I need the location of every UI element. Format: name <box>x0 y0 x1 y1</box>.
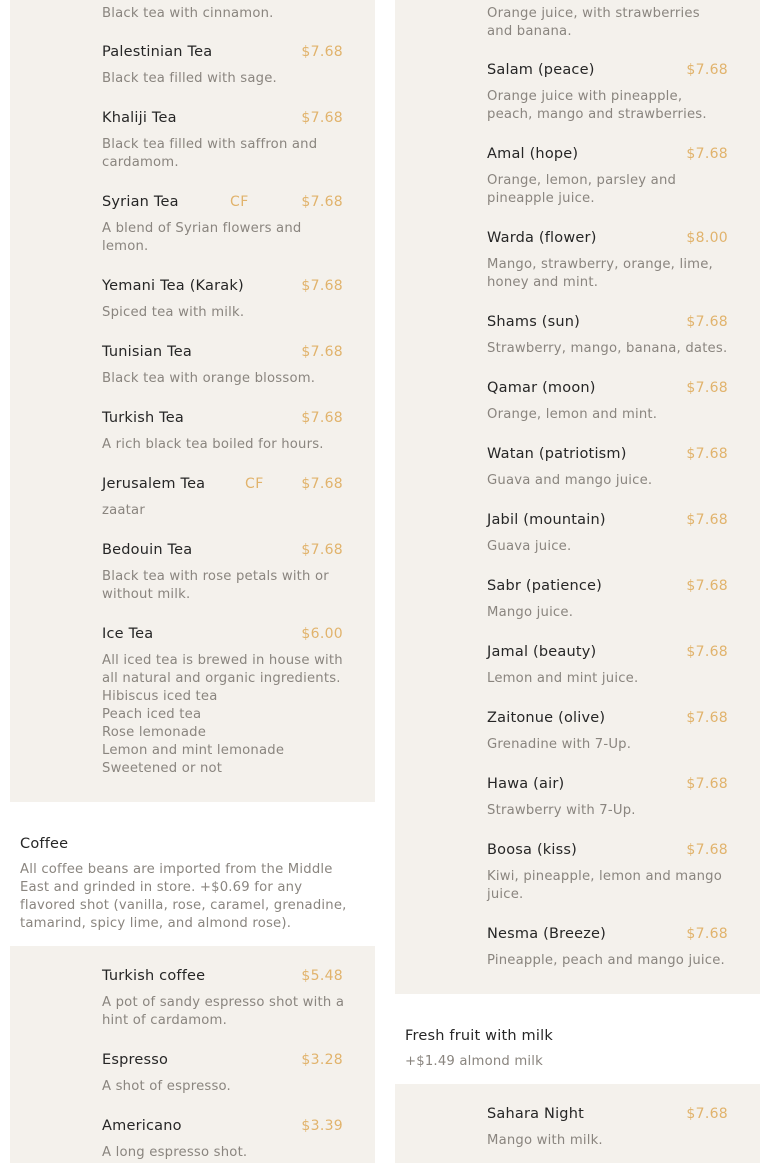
item-price: $7.68 <box>301 476 343 492</box>
menu-item-shams[interactable] <box>487 314 728 356</box>
milk-section-header <box>405 1028 750 1071</box>
item-price: $7.68 <box>686 146 728 162</box>
menu-item-yemani-tea[interactable] <box>102 278 343 320</box>
item-price: $7.68 <box>686 776 728 792</box>
item-price: $8.00 <box>686 230 728 246</box>
item-description: Orange, lemon, parsley and pineapple juice. <box>487 173 677 206</box>
item-description: A shot of espresso. <box>102 1079 231 1094</box>
item-price: $7.68 <box>686 512 728 528</box>
menu-item-syrian-tea[interactable] <box>102 194 343 254</box>
item-price: $3.39 <box>301 1118 343 1134</box>
right-menu-column <box>395 0 760 1148</box>
item-tag: CF <box>245 476 264 492</box>
item-description: Spiced tea with milk. <box>102 305 245 320</box>
menu-item-khaliji-tea[interactable] <box>102 110 343 170</box>
item-name: Zaitonue (olive) <box>487 710 606 726</box>
item-description: A long espresso shot. <box>102 1145 248 1160</box>
menu-item-sahara-night[interactable] <box>487 1106 728 1148</box>
item-description: A pot of sandy espresso shot with a hint of cardamom. <box>102 995 345 1028</box>
item-name: Amal (hope) <box>487 146 579 162</box>
item-price: $3.28 <box>301 1052 343 1068</box>
menu-item-hawa[interactable] <box>487 776 728 818</box>
item-description: A blend of Syrian flowers and lemon. <box>102 221 302 254</box>
item-price: $7.68 <box>686 62 728 78</box>
item-name: Hawa (air) <box>487 776 565 792</box>
item-name: Turkish Tea <box>102 410 184 426</box>
item-price: $7.68 <box>686 710 728 726</box>
item-name: Jabil (mountain) <box>487 512 606 528</box>
item-description: Guava juice. <box>487 539 572 554</box>
item-name: Sabr (patience) <box>487 578 602 594</box>
menu-item-watan[interactable] <box>487 446 728 488</box>
item-price: $7.68 <box>686 578 728 594</box>
item-description: Black tea with cinnamon. <box>102 6 274 21</box>
item-name: Qamar (moon) <box>487 380 596 396</box>
item-description: Black tea filled with saffron and cardamom. <box>102 137 318 170</box>
item-description: Mango, strawberry, orange, lime, honey and mint. <box>487 257 713 290</box>
menu-item-salam[interactable] <box>487 62 728 122</box>
item-price: $7.68 <box>301 44 343 60</box>
item-description: Black tea filled with sage. <box>102 71 277 86</box>
item-price: $7.68 <box>686 446 728 462</box>
item-name: Shams (sun) <box>487 314 581 330</box>
item-price: $7.68 <box>686 926 728 942</box>
milk-panel <box>395 1084 760 1163</box>
item-description: Lemon and mint juice. <box>487 671 639 686</box>
item-name: Sahara Night <box>487 1106 584 1122</box>
item-name: Jamal (beauty) <box>487 644 597 660</box>
item-name: Ice Tea <box>102 626 154 642</box>
section-title: Fresh fruit with milk <box>405 1028 553 1044</box>
menu-item-jerusalem-tea[interactable] <box>102 476 343 518</box>
section-title: Coffee <box>20 836 69 852</box>
item-tag: CF <box>230 194 249 210</box>
menu-item-americano[interactable] <box>102 1118 343 1160</box>
item-description: Orange juice, with strawberries and banana. <box>487 6 700 39</box>
menu-item-jamal[interactable] <box>487 644 728 686</box>
section-description: All coffee beans are imported from the Middle East and grinded in store. +$0.69 for any flavored shot (vanilla, rose, caramel, grenadine, tamarind, spicy lime, and almond rose). <box>20 862 347 931</box>
item-name: Nesma (Breeze) <box>487 926 607 942</box>
menu-item-nesma[interactable] <box>487 926 728 968</box>
item-price: $7.68 <box>301 410 343 426</box>
item-price: $7.68 <box>301 194 343 210</box>
item-price: $7.68 <box>686 1106 728 1122</box>
menu-item-palestinian-tea[interactable] <box>102 44 343 86</box>
item-description: Strawberry with 7-Up. <box>487 803 636 818</box>
item-price: $5.48 <box>301 968 343 984</box>
item-name: Yemani Tea (Karak) <box>102 278 244 294</box>
juice-panel <box>395 0 760 994</box>
item-description: Black tea with orange blossom. <box>102 371 316 386</box>
coffee-panel <box>10 946 375 1163</box>
item-name: Syrian Tea <box>102 194 179 210</box>
item-name: Turkish coffee <box>102 968 206 984</box>
item-price: $7.68 <box>686 380 728 396</box>
menu-item-zaitonue[interactable] <box>487 710 728 752</box>
item-description: Black tea with rose petals with or without milk. <box>102 569 329 602</box>
menu-item-qamar[interactable] <box>487 380 728 422</box>
item-price: $7.68 <box>301 278 343 294</box>
menu-item-boosa[interactable] <box>487 842 728 902</box>
menu-item-jabil[interactable] <box>487 512 728 554</box>
item-name: Warda (flower) <box>487 230 597 246</box>
menu-item-amal[interactable] <box>487 146 728 206</box>
item-name: Espresso <box>102 1052 169 1068</box>
item-name: Jerusalem Tea <box>102 476 206 492</box>
menu-item-turkish-coffee[interactable] <box>102 968 345 1028</box>
item-name: Bedouin Tea <box>102 542 193 558</box>
item-description: zaatar <box>102 503 145 518</box>
menu-item-espresso[interactable] <box>102 1052 343 1094</box>
menu-item-sabr[interactable] <box>487 578 728 620</box>
item-price: $7.68 <box>301 542 343 558</box>
menu-item-warda[interactable] <box>487 230 728 290</box>
item-price: $7.68 <box>686 842 728 858</box>
item-price: $7.68 <box>686 314 728 330</box>
item-name: Watan (patriotism) <box>487 446 627 462</box>
item-name: Khaliji Tea <box>102 110 177 126</box>
item-description: Orange juice with pineapple, peach, mango and strawberries. <box>487 89 707 122</box>
item-name: Boosa (kiss) <box>487 842 577 858</box>
item-name: Palestinian Tea <box>102 44 213 60</box>
item-description: Guava and mango juice. <box>487 473 653 488</box>
menu-item-turkish-tea[interactable] <box>102 410 343 452</box>
item-description: Kiwi, pineapple, lemon and mango juice. <box>487 869 723 902</box>
item-price: $7.68 <box>301 344 343 360</box>
item-description: All iced tea is brewed in house with all natural and organic ingredients. Hibiscus iced tea Peach iced tea Rose lemonade Lemon and mint lemonade Sweetened or not <box>102 653 343 776</box>
item-description: Orange, lemon and mint. <box>487 407 658 422</box>
menu-item-ice-tea[interactable] <box>102 626 343 776</box>
item-description: Grenadine with 7-Up. <box>487 737 632 752</box>
item-price: $6.00 <box>301 626 343 642</box>
item-description: Mango with milk. <box>487 1133 603 1148</box>
item-description: Pineapple, peach and mango juice. <box>487 953 725 968</box>
section-description: +$1.49 almond milk <box>405 1054 543 1069</box>
menu-item-bedouin-tea[interactable] <box>102 542 343 602</box>
tea-panel <box>10 0 375 802</box>
menu-item-tunisian-tea[interactable] <box>102 344 343 386</box>
item-name: Tunisian Tea <box>102 344 192 360</box>
item-description: A rich black tea boiled for hours. <box>102 437 324 452</box>
item-name: Salam (peace) <box>487 62 595 78</box>
item-price: $7.68 <box>301 110 343 126</box>
item-name: Americano <box>102 1118 182 1134</box>
item-description: Mango juice. <box>487 605 574 620</box>
item-price: $7.68 <box>686 644 728 660</box>
left-menu-column <box>10 0 375 1160</box>
coffee-section-header <box>20 836 365 933</box>
item-description: Strawberry, mango, banana, dates. <box>487 341 728 356</box>
